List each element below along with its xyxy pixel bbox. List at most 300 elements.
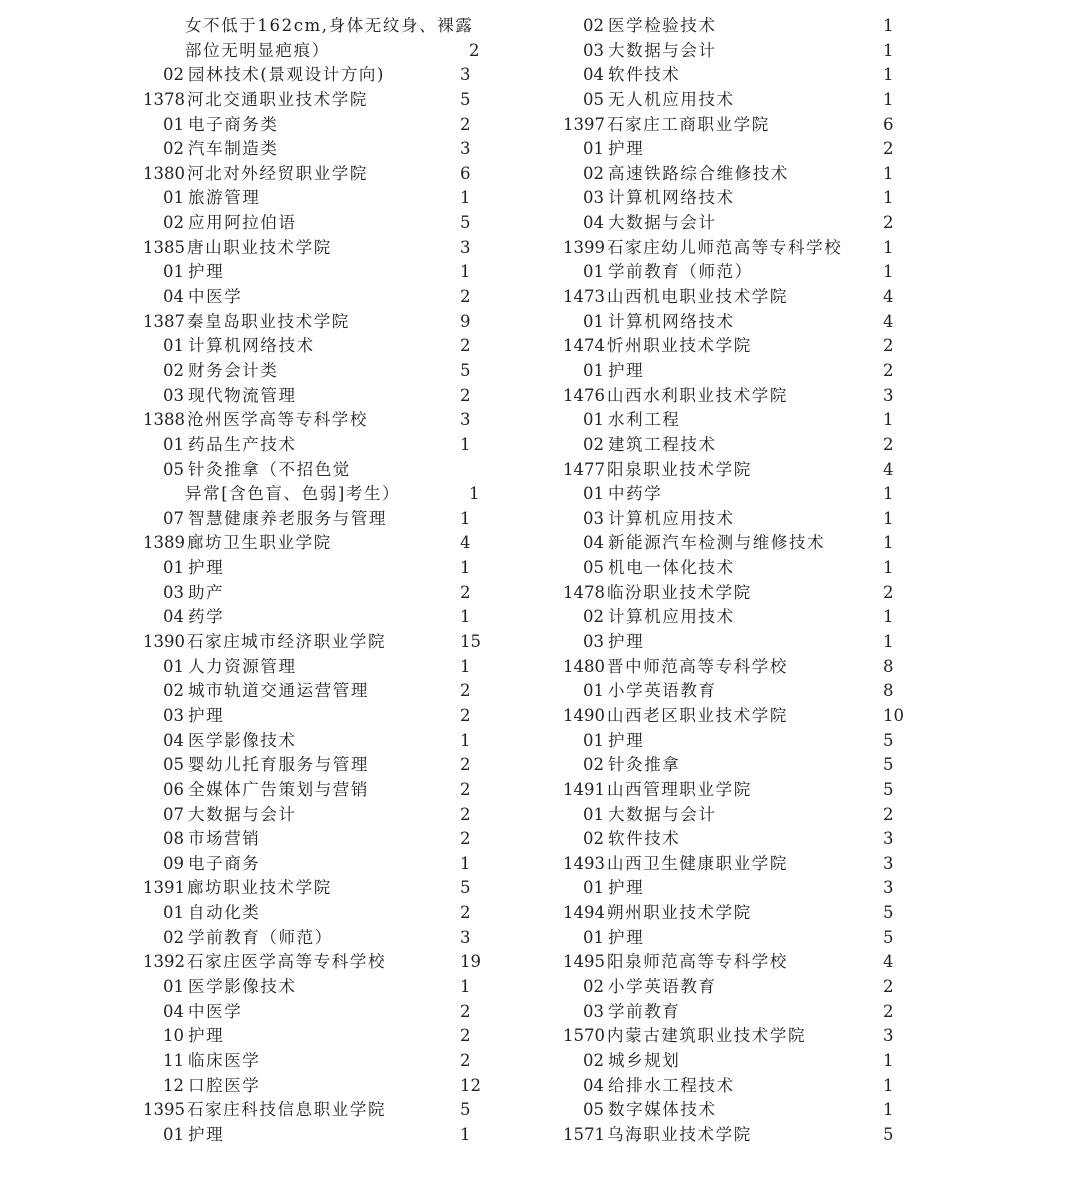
name: 护理 xyxy=(188,1124,225,1144)
count: 2 xyxy=(460,1026,471,1046)
major-row xyxy=(140,926,490,951)
count: 2 xyxy=(460,582,471,602)
name: 石家庄科技信息职业学院 xyxy=(187,1100,387,1120)
school-row xyxy=(560,581,910,606)
name: 药学 xyxy=(188,607,225,627)
code: 02 xyxy=(583,976,604,996)
code: 06 xyxy=(163,779,184,799)
name: 晋中师范高等专科学校 xyxy=(607,656,788,676)
count: 2 xyxy=(469,40,480,60)
name: 秦皇岛职业技术学院 xyxy=(187,311,350,331)
major-row xyxy=(560,507,910,532)
code: 01 xyxy=(583,927,604,947)
count: 5 xyxy=(883,730,894,750)
code: 03 xyxy=(163,705,184,725)
name: 女不低于162cm,身体无纹身、裸露 xyxy=(185,16,474,35)
name: 电子商务类 xyxy=(188,114,279,134)
major-row xyxy=(560,88,910,113)
name: 山西机电职业技术学院 xyxy=(607,287,788,307)
count: 2 xyxy=(883,804,894,824)
name: 山西卫生健康职业学院 xyxy=(607,853,788,873)
major-row xyxy=(140,803,490,828)
name: 临床医学 xyxy=(188,1050,261,1070)
left-column xyxy=(140,14,490,1147)
major-row xyxy=(560,753,910,778)
name: 针灸推拿（不招色觉 xyxy=(188,459,351,479)
name: 学前教育（师范） xyxy=(188,927,333,947)
name: 计算机网络技术 xyxy=(608,311,735,331)
continuation-row xyxy=(140,482,490,507)
major-row xyxy=(140,1049,490,1074)
name: 护理 xyxy=(608,730,645,750)
code: 01 xyxy=(583,730,604,750)
continuation-row xyxy=(140,39,490,64)
major-row xyxy=(140,581,490,606)
code: 1397 xyxy=(563,114,605,134)
code: 07 xyxy=(163,508,184,528)
code: 04 xyxy=(163,607,184,627)
major-row xyxy=(560,137,910,162)
major-row xyxy=(560,63,910,88)
major-row xyxy=(140,753,490,778)
name: 廊坊职业技术学院 xyxy=(187,878,332,898)
major-row xyxy=(560,926,910,951)
name: 自动化类 xyxy=(188,903,261,923)
count: 1 xyxy=(460,656,471,676)
count: 2 xyxy=(460,829,471,849)
major-row xyxy=(560,803,910,828)
count: 3 xyxy=(460,927,471,947)
name: 大数据与会计 xyxy=(608,804,717,824)
count: 4 xyxy=(883,287,894,307)
major-row xyxy=(560,162,910,187)
code: 10 xyxy=(163,1026,184,1046)
count: 5 xyxy=(460,878,471,898)
major-row xyxy=(560,408,910,433)
name: 中药学 xyxy=(608,484,663,504)
major-row xyxy=(560,433,910,458)
name: 河北交通职业技术学院 xyxy=(187,89,368,109)
major-row xyxy=(560,1049,910,1074)
count: 19 xyxy=(460,952,481,972)
major-row xyxy=(140,507,490,532)
name: 数字媒体技术 xyxy=(608,1100,717,1120)
name: 药品生产技术 xyxy=(188,434,297,454)
count: 1 xyxy=(460,262,471,282)
name: 临汾职业技术学院 xyxy=(607,582,752,602)
code: 01 xyxy=(163,114,184,134)
major-row xyxy=(140,113,490,138)
major-row xyxy=(560,482,910,507)
code: 02 xyxy=(163,360,184,380)
name: 山西老区职业技术学院 xyxy=(607,705,788,725)
major-row xyxy=(560,260,910,285)
code: 1390 xyxy=(143,632,185,652)
school-row xyxy=(560,901,910,926)
name: 忻州职业技术学院 xyxy=(607,336,752,356)
school-row xyxy=(560,1024,910,1049)
count: 5 xyxy=(460,1100,471,1120)
code: 1388 xyxy=(143,410,185,430)
count: 1 xyxy=(460,1124,471,1144)
code: 1494 xyxy=(563,903,605,923)
name: 内蒙古建筑职业技术学院 xyxy=(607,1026,807,1046)
count: 1 xyxy=(883,533,894,553)
code: 1387 xyxy=(143,311,185,331)
count: 3 xyxy=(883,829,894,849)
major-row xyxy=(560,679,910,704)
count: 1 xyxy=(460,976,471,996)
name: 无人机应用技术 xyxy=(608,89,735,109)
name: 人力资源管理 xyxy=(188,656,297,676)
name: 助产 xyxy=(188,582,225,602)
count: 2 xyxy=(883,582,894,602)
name: 计算机应用技术 xyxy=(608,607,735,627)
code: 01 xyxy=(583,262,604,282)
name: 财务会计类 xyxy=(188,360,279,380)
name: 乌海职业技术学院 xyxy=(607,1124,752,1144)
name: 学前教育 xyxy=(608,1001,681,1021)
major-row xyxy=(140,605,490,630)
name: 汽车制造类 xyxy=(188,139,279,159)
major-row xyxy=(140,729,490,754)
name: 给排水工程技术 xyxy=(608,1075,735,1095)
code: 03 xyxy=(583,1001,604,1021)
major-row xyxy=(560,1000,910,1025)
count: 5 xyxy=(460,89,471,109)
count: 2 xyxy=(883,213,894,233)
count: 1 xyxy=(460,508,471,528)
code: 1473 xyxy=(563,287,605,307)
name: 中医学 xyxy=(188,1001,243,1021)
code: 1385 xyxy=(143,237,185,257)
code: 05 xyxy=(583,89,604,109)
name: 医学检验技术 xyxy=(608,16,717,35)
name: 大数据与会计 xyxy=(608,213,717,233)
count: 9 xyxy=(460,311,471,331)
code: 1378 xyxy=(143,89,185,109)
count: 1 xyxy=(460,434,471,454)
major-row xyxy=(140,655,490,680)
code: 1474 xyxy=(563,336,605,356)
name: 小学英语教育 xyxy=(608,681,717,701)
count: 1 xyxy=(469,484,480,504)
code: 1490 xyxy=(563,705,605,725)
major-row xyxy=(560,630,910,655)
major-row xyxy=(140,285,490,310)
count: 1 xyxy=(460,558,471,578)
name: 软件技术 xyxy=(608,829,681,849)
code: 1493 xyxy=(563,853,605,873)
code: 02 xyxy=(163,927,184,947)
major-row xyxy=(560,556,910,581)
count: 4 xyxy=(883,952,894,972)
code: 12 xyxy=(163,1075,184,1095)
name: 石家庄城市经济职业学院 xyxy=(187,632,387,652)
name: 医学影像技术 xyxy=(188,976,297,996)
count: 1 xyxy=(460,607,471,627)
name: 石家庄幼儿师范高等专科学校 xyxy=(607,237,843,257)
major-row xyxy=(140,1123,490,1148)
name: 旅游管理 xyxy=(188,188,261,208)
code: 04 xyxy=(583,213,604,233)
count: 1 xyxy=(883,558,894,578)
name: 护理 xyxy=(608,139,645,159)
count: 2 xyxy=(460,903,471,923)
code: 1570 xyxy=(563,1026,605,1046)
code: 04 xyxy=(583,65,604,85)
major-row xyxy=(140,1000,490,1025)
count: 2 xyxy=(883,360,894,380)
name: 护理 xyxy=(608,878,645,898)
code: 03 xyxy=(163,385,184,405)
right-column xyxy=(560,14,910,1147)
name: 护理 xyxy=(188,558,225,578)
code: 01 xyxy=(583,139,604,159)
code: 1480 xyxy=(563,656,605,676)
count: 1 xyxy=(883,1100,894,1120)
major-row xyxy=(560,310,910,335)
code: 1392 xyxy=(143,952,185,972)
code: 08 xyxy=(163,829,184,849)
name: 计算机网络技术 xyxy=(608,188,735,208)
major-row xyxy=(140,556,490,581)
major-row xyxy=(140,704,490,729)
name: 河北对外经贸职业学院 xyxy=(187,163,368,183)
name: 石家庄工商职业学院 xyxy=(607,114,770,134)
code: 03 xyxy=(583,632,604,652)
major-row xyxy=(560,186,910,211)
school-row xyxy=(560,285,910,310)
major-row xyxy=(560,729,910,754)
major-row xyxy=(140,334,490,359)
major-row xyxy=(140,458,490,483)
count: 5 xyxy=(883,903,894,923)
name: 阳泉师范高等专科学校 xyxy=(607,952,788,972)
code: 02 xyxy=(583,434,604,454)
major-row xyxy=(560,531,910,556)
count: 2 xyxy=(460,336,471,356)
code: 01 xyxy=(583,410,604,430)
major-row xyxy=(140,433,490,458)
count: 5 xyxy=(883,779,894,799)
major-row xyxy=(560,827,910,852)
code: 02 xyxy=(163,213,184,233)
name: 护理 xyxy=(188,1026,225,1046)
major-row xyxy=(140,384,490,409)
count: 4 xyxy=(883,311,894,331)
major-row xyxy=(140,852,490,877)
code: 1571 xyxy=(563,1124,605,1144)
name: 智慧健康养老服务与管理 xyxy=(188,508,388,528)
name: 朔州职业技术学院 xyxy=(607,903,752,923)
code: 01 xyxy=(583,311,604,331)
school-row xyxy=(140,236,490,261)
major-row xyxy=(560,1074,910,1099)
count: 2 xyxy=(883,976,894,996)
count: 1 xyxy=(460,730,471,750)
code: 04 xyxy=(583,533,604,553)
count: 1 xyxy=(460,188,471,208)
code: 1389 xyxy=(143,533,185,553)
school-row xyxy=(560,1123,910,1148)
code: 01 xyxy=(163,336,184,356)
code: 02 xyxy=(583,1050,604,1070)
count: 1 xyxy=(883,163,894,183)
count: 1 xyxy=(883,508,894,528)
major-row xyxy=(140,975,490,1000)
count: 10 xyxy=(883,705,904,725)
name: 计算机网络技术 xyxy=(188,336,315,356)
code: 1495 xyxy=(563,952,605,972)
count: 15 xyxy=(460,632,481,652)
count: 5 xyxy=(883,927,894,947)
school-row xyxy=(560,950,910,975)
count: 2 xyxy=(460,385,471,405)
code: 01 xyxy=(163,262,184,282)
count: 6 xyxy=(460,163,471,183)
name: 应用阿拉伯语 xyxy=(188,213,297,233)
name: 建筑工程技术 xyxy=(608,434,717,454)
count: 1 xyxy=(883,16,894,35)
count: 6 xyxy=(883,114,894,134)
major-row xyxy=(560,14,910,39)
school-row xyxy=(140,408,490,433)
name: 园林技术(景观设计方向) xyxy=(188,65,386,85)
major-row xyxy=(140,1024,490,1049)
school-row xyxy=(560,655,910,680)
code: 1395 xyxy=(143,1100,185,1120)
count: 1 xyxy=(883,1050,894,1070)
name: 护理 xyxy=(608,632,645,652)
name: 中医学 xyxy=(188,287,243,307)
count: 2 xyxy=(460,755,471,775)
count: 2 xyxy=(460,1050,471,1070)
code: 1476 xyxy=(563,385,605,405)
code: 02 xyxy=(163,65,184,85)
count: 2 xyxy=(460,1001,471,1021)
code: 1477 xyxy=(563,459,605,479)
name: 阳泉职业技术学院 xyxy=(607,459,752,479)
count: 1 xyxy=(883,237,894,257)
code: 03 xyxy=(583,508,604,528)
code: 05 xyxy=(163,459,184,479)
major-row xyxy=(560,211,910,236)
major-row xyxy=(560,1098,910,1123)
name: 现代物流管理 xyxy=(188,385,297,405)
name: 水利工程 xyxy=(608,410,681,430)
count: 1 xyxy=(883,632,894,652)
school-row xyxy=(560,334,910,359)
name: 口腔医学 xyxy=(188,1075,261,1095)
major-row xyxy=(560,359,910,384)
code: 05 xyxy=(583,1100,604,1120)
school-row xyxy=(560,113,910,138)
code: 01 xyxy=(163,976,184,996)
major-row xyxy=(140,211,490,236)
name: 软件技术 xyxy=(608,65,681,85)
name: 山西管理职业学院 xyxy=(607,779,752,799)
count: 8 xyxy=(883,681,894,701)
code: 01 xyxy=(163,1124,184,1144)
count: 1 xyxy=(883,262,894,282)
count: 3 xyxy=(460,237,471,257)
count: 3 xyxy=(460,410,471,430)
code: 01 xyxy=(163,903,184,923)
school-row xyxy=(140,310,490,335)
major-row xyxy=(140,260,490,285)
count: 12 xyxy=(460,1075,481,1095)
count: 2 xyxy=(460,681,471,701)
count: 2 xyxy=(883,434,894,454)
count: 3 xyxy=(460,65,471,85)
count: 1 xyxy=(883,188,894,208)
name: 新能源汽车检测与维修技术 xyxy=(608,533,826,553)
count: 8 xyxy=(883,656,894,676)
count: 1 xyxy=(883,65,894,85)
name: 针灸推拿 xyxy=(608,755,681,775)
count: 2 xyxy=(460,804,471,824)
code: 05 xyxy=(583,558,604,578)
code: 01 xyxy=(583,804,604,824)
count: 4 xyxy=(460,533,471,553)
name: 大数据与会计 xyxy=(608,40,717,60)
count: 3 xyxy=(883,878,894,898)
code: 1399 xyxy=(563,237,605,257)
code: 01 xyxy=(583,681,604,701)
code: 01 xyxy=(163,188,184,208)
count: 3 xyxy=(460,139,471,159)
code: 01 xyxy=(163,558,184,578)
name: 全媒体广告策划与营销 xyxy=(188,779,369,799)
name: 机电一体化技术 xyxy=(608,558,735,578)
code: 05 xyxy=(163,755,184,775)
school-row xyxy=(140,531,490,556)
major-row xyxy=(560,975,910,1000)
school-row xyxy=(140,1098,490,1123)
code: 1478 xyxy=(563,582,605,602)
code: 02 xyxy=(583,607,604,627)
count: 1 xyxy=(883,484,894,504)
major-row xyxy=(140,778,490,803)
name: 护理 xyxy=(188,262,225,282)
count: 2 xyxy=(883,1001,894,1021)
count: 1 xyxy=(883,40,894,60)
count: 3 xyxy=(883,385,894,405)
count: 2 xyxy=(883,139,894,159)
count: 5 xyxy=(460,360,471,380)
code: 01 xyxy=(583,878,604,898)
code: 09 xyxy=(163,853,184,873)
code: 04 xyxy=(163,1001,184,1021)
school-row xyxy=(140,630,490,655)
school-row xyxy=(560,458,910,483)
code: 1380 xyxy=(143,163,185,183)
code: 02 xyxy=(163,139,184,159)
name: 护理 xyxy=(188,705,225,725)
code: 01 xyxy=(163,656,184,676)
code: 03 xyxy=(583,188,604,208)
name: 高速铁路综合维修技术 xyxy=(608,163,789,183)
major-row xyxy=(140,901,490,926)
name: 石家庄医学高等专科学校 xyxy=(187,952,387,972)
school-row xyxy=(560,384,910,409)
count: 1 xyxy=(883,607,894,627)
code: 04 xyxy=(163,287,184,307)
count: 1 xyxy=(883,410,894,430)
name: 沧州医学高等专科学校 xyxy=(187,410,368,430)
major-row xyxy=(140,679,490,704)
